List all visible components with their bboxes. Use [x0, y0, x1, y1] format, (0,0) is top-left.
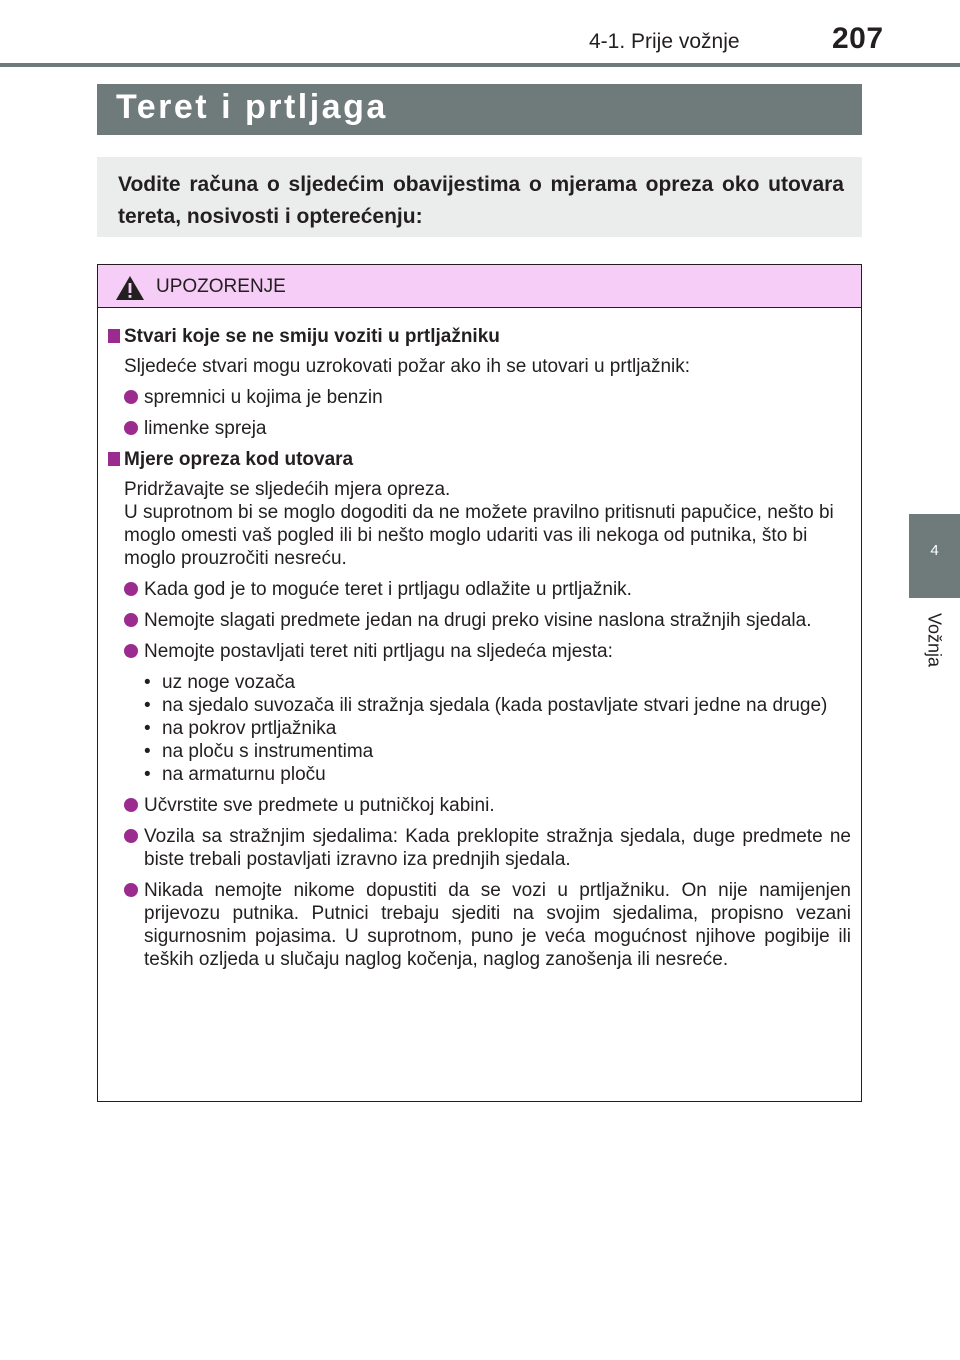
heading-text: Stvari koje se ne smiju voziti u prtljažniku	[124, 326, 500, 347]
intro-text: Vodite računa o sljedećim obavijestima o mjerama opreza oko utovara tereta, nosivosti i opterećenju:	[118, 173, 844, 228]
sub-list-item-text: uz noge vozača	[162, 672, 296, 693]
intro-box	[97, 157, 862, 237]
list-item	[98, 794, 861, 817]
title-bar	[97, 84, 862, 135]
list-item	[98, 417, 861, 440]
warning-heading	[98, 448, 861, 471]
round-bullet-icon	[124, 883, 138, 897]
round-bullet-icon	[124, 613, 138, 627]
round-bullet-icon	[124, 798, 138, 812]
warning-triangle-icon	[115, 275, 145, 301]
heading-text: Mjere opreza kod utovara	[124, 449, 354, 470]
sub-list-item-text: na pokrov prtljažnika	[162, 718, 337, 739]
section-label: 4-1. Prije vožnje	[589, 30, 740, 53]
list-item-text: Nikada nemojte nikome dopustiti da se vozi u prtljažniku. On nije namijenjen prijevozu putnika. Putnici trebaju sjediti na svojim sjedalima, propisno vezani sigurnosnim pojasima. U suprotnom, puno je veća mogućnost njihove pogibije ili teških ozljeda u slučaju naglog kočenja, naglog zanošenja ili nesreće.	[144, 880, 851, 970]
header-rule	[0, 63, 960, 67]
list-item-text: Učvrstite sve predmete u putničkoj kabini.	[144, 795, 495, 816]
round-bullet-icon	[124, 644, 138, 658]
paragraph-line: U suprotnom bi se moglo dogoditi da ne možete pravilno pritisnuti papučice, nešto bi moglo omesti vaš pogled ili bi nešto moglo udariti vas ili nekoga od putnika, što bi moglo prouzročiti nesreću.	[124, 502, 834, 569]
round-bullet-icon	[124, 829, 138, 843]
warning-box	[97, 264, 862, 1102]
list-item	[98, 578, 861, 601]
list-item	[98, 879, 861, 971]
paragraph-line: Pridržavajte se sljedećih mjera opreza.	[124, 479, 451, 500]
page-title: Teret i prtljaga	[116, 88, 388, 126]
sub-list-item	[98, 671, 861, 694]
sub-list-item-text: na armaturnu ploču	[162, 764, 326, 785]
dot-bullet-icon: •	[144, 764, 151, 785]
list-item-text: Nemojte slagati predmete jedan na drugi preko visine naslona stražnjih sjedala.	[144, 610, 812, 631]
dot-bullet-icon: •	[144, 741, 151, 762]
square-bullet-icon	[108, 452, 120, 466]
chapter-tab	[909, 514, 960, 598]
round-bullet-icon	[124, 390, 138, 404]
list-item	[98, 825, 861, 871]
round-bullet-icon	[124, 421, 138, 435]
warning-body	[98, 325, 861, 979]
warning-paragraph: Sljedeće stvari mogu uzrokovati požar ako ih se utovari u prtljažnik:	[124, 356, 691, 377]
sub-list-item	[98, 763, 861, 786]
sub-list-item-text: na sjedalo suvozača ili stražnja sjedala (kada postavljate stvari jedne na druge)	[162, 695, 828, 716]
sub-list-item-text: na ploču s instrumentima	[162, 741, 374, 762]
warning-title: UPOZORENJE	[156, 276, 286, 297]
sub-list-item	[98, 694, 861, 717]
square-bullet-icon	[108, 329, 120, 343]
dot-bullet-icon: •	[144, 718, 151, 739]
round-bullet-icon	[124, 582, 138, 596]
page-number: 207	[832, 22, 884, 55]
list-item-text: Kada god je to moguće teret i prtljagu odlažite u prtljažnik.	[144, 579, 632, 600]
list-item-text: Nemojte postavljati teret niti prtljagu na sljedeća mjesta:	[144, 641, 613, 662]
list-item-text: spremnici u kojima je benzin	[144, 387, 383, 408]
chapter-label: Vožnja	[924, 612, 945, 668]
list-item-text: Vozila sa stražnjim sjedalima: Kada preklopite stražnja sjedala, duge predmete ne biste trebali postavljati izravno iza prednjih sjedala.	[144, 826, 851, 870]
warning-paragraph	[98, 478, 861, 570]
dot-bullet-icon: •	[144, 695, 151, 716]
warning-header	[98, 265, 861, 308]
dot-bullet-icon: •	[144, 672, 151, 693]
sub-list-item	[98, 740, 861, 763]
sub-list-item	[98, 717, 861, 740]
chapter-number: 4	[930, 542, 939, 559]
list-item-text: limenke spreja	[144, 418, 267, 439]
list-item	[98, 609, 861, 632]
list-item	[98, 386, 861, 409]
warning-heading	[98, 325, 861, 348]
list-item	[98, 640, 861, 663]
